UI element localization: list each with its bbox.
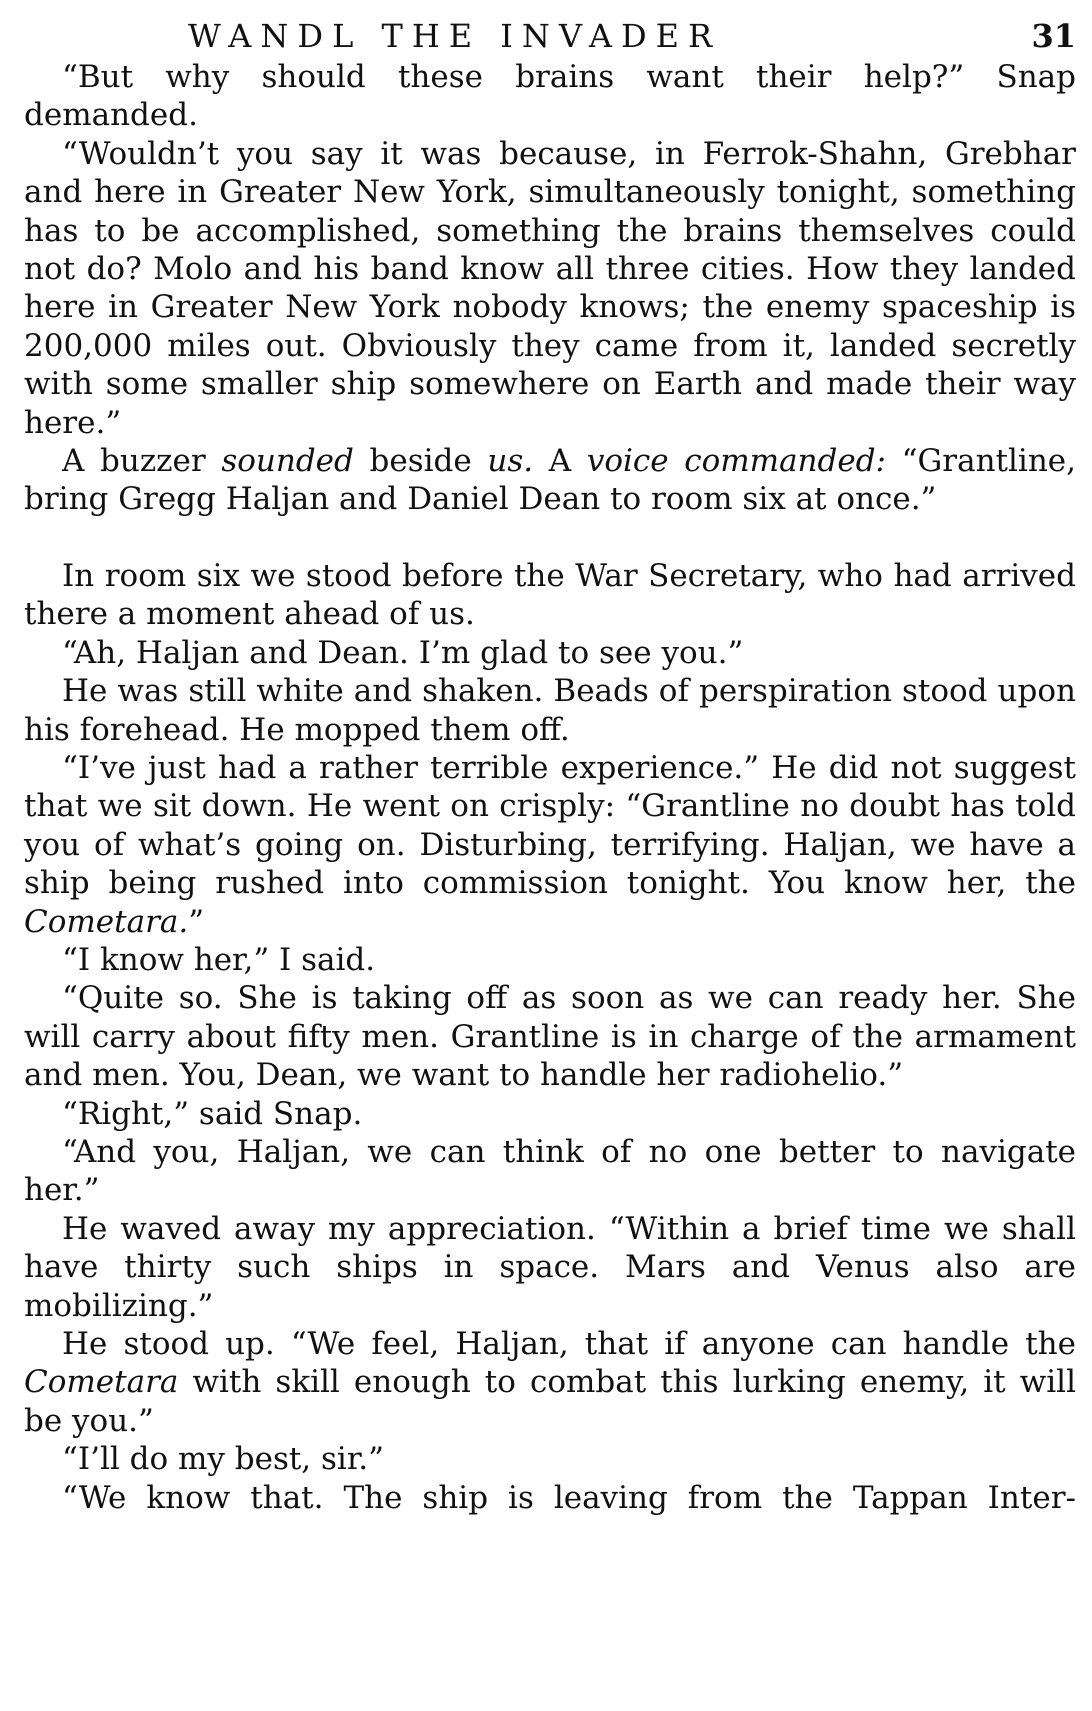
italic-text: Cometara — [24, 1364, 179, 1401]
text-segment: “Grantline, bring Gregg Haljan and Daniel Dean to room six at once.” — [24, 443, 1076, 518]
book-page — [24, 14, 1076, 1517]
paragraph: He waved away my appreciation. “Within a brief time we shall have thirty such ships in space. Mars and Venus also are mobilizing.” — [24, 1210, 1076, 1324]
paragraph: “Right,” said Snap. — [62, 1095, 363, 1132]
text-segment: He stood up. “We feel, Haljan, that if anyone can handle the — [62, 1326, 1076, 1362]
italic-text: Cometara. — [24, 903, 189, 940]
text-segment: beside — [353, 443, 488, 480]
paragraph: “But why should these brains want their help?” Snap demanded. — [24, 59, 1076, 134]
italic-text: sounded — [221, 443, 354, 480]
page-number: 31 — [1031, 17, 1076, 55]
paragraph — [24, 1325, 1076, 1440]
paragraph: “Quite so. She is taking off as soon as we can ready her. She will carry about fifty men. Grantline is in charge of the armament and men. You, Dean, we want to handle her radiohelio.” — [24, 980, 1076, 1094]
running-head — [24, 14, 1076, 58]
paragraph: “We know that. The ship is leaving from the Tappan Inter- — [62, 1479, 1076, 1516]
paragraph: He was still white and shaken. Beads of perspiration stood upon his forehead. He mopped them off. — [24, 673, 1076, 748]
paragraph: In room six we stood before the War Secretary, who had arrived there a moment ahead of us. — [24, 557, 1076, 633]
italic-text: voice commanded: — [586, 443, 887, 480]
text-segment: A buzzer — [62, 443, 222, 480]
paragraph: “And you, Haljan, we can think of no one better to navigate her.” — [24, 1133, 1076, 1209]
paragraph — [24, 442, 1076, 519]
text-segment: “I’ve just had a rather terrible experience.” He did not suggest that we sit down. He went on crisply: “Grantline no doubt has told you of what’s going on. Disturbing, terrifying. Haljan, we have a ship being rushed into commission tonight. You know her, the — [24, 749, 1076, 902]
italic-text: us. — [487, 443, 534, 480]
section-break — [24, 519, 1076, 557]
body-text — [24, 58, 1076, 1517]
paragraph: “Wouldn’t you say it was because, in Ferrok-Shahn, Grebhar and here in Greater New York, simultaneously tonight, something has to be accomplished, something the brains themselves could not do? Molo and his band know all three cities. How they landed here in Greater New York nobody knows; the enemy spaceship is 200,000 miles out. Obviously they came from it, landed secretly with some smaller ship somewhere on Earth and made their way here.” — [24, 135, 1076, 441]
paragraph — [24, 749, 1076, 941]
paragraph: “I know her,” I said. — [62, 941, 376, 978]
running-title: WANDL THE INVADER — [188, 17, 722, 55]
text-segment: with skill enough to combat this lurking enemy, it will be you.” — [24, 1364, 1076, 1439]
text-segment: ” — [188, 903, 205, 940]
text-segment: A — [533, 443, 587, 480]
paragraph: “Ah, Haljan and Dean. I’m glad to see you.” — [62, 634, 744, 671]
paragraph: “I’ll do my best, sir.” — [62, 1441, 384, 1478]
